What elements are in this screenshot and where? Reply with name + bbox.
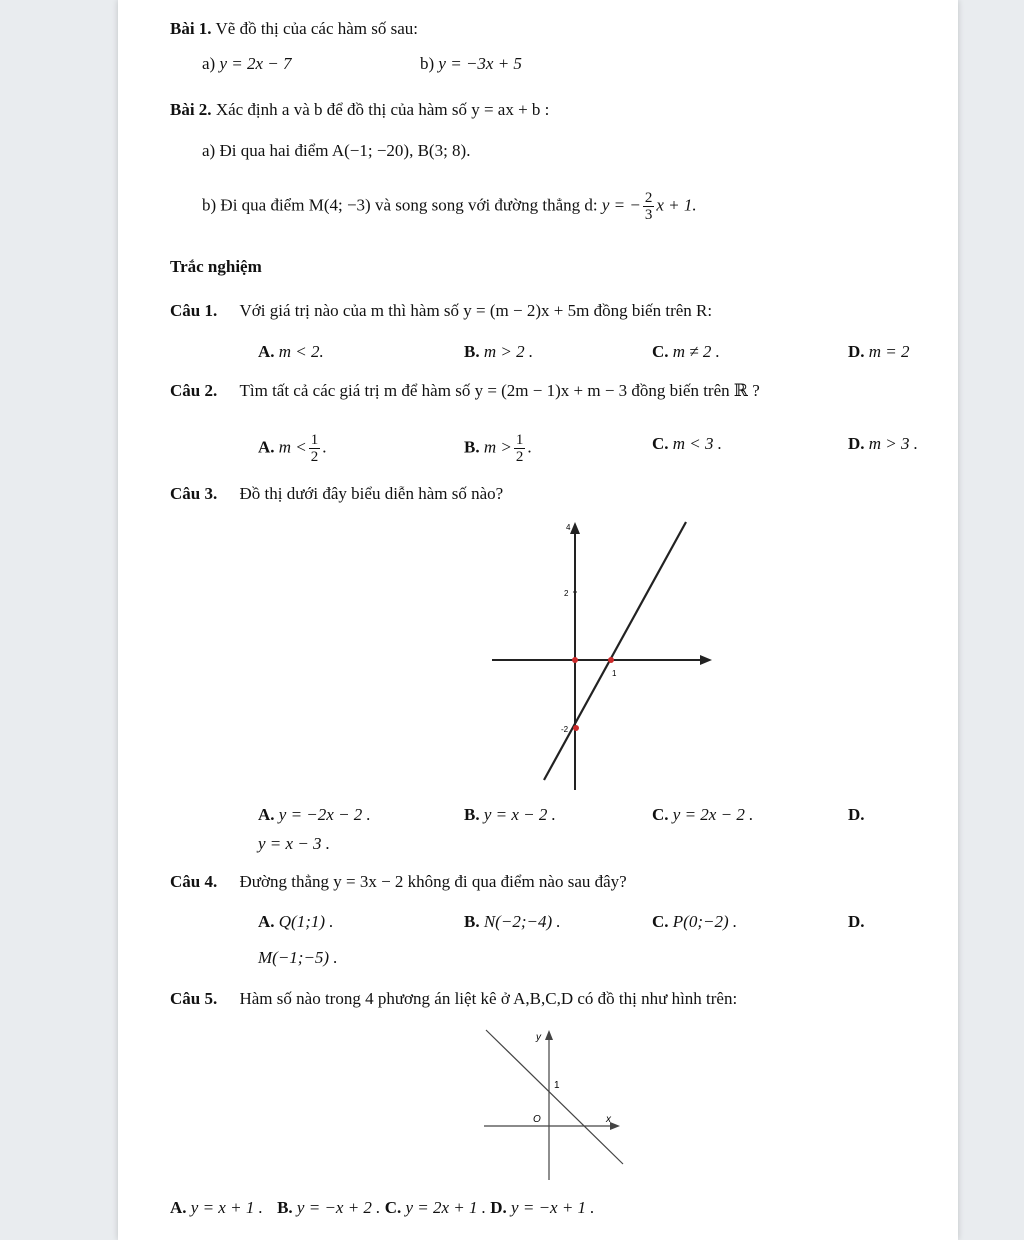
cau3-graph [480, 516, 730, 796]
option-text: P(0;−2) . [672, 912, 738, 931]
tracnghiem-heading: Trắc nghiệm [170, 257, 262, 276]
option-text: m > 2 . [483, 342, 534, 361]
cau2-text: Tìm tất cả các giá trị m để hàm số y = (2m − 1)x + m − 3 đồng biến trên ℝ ? [239, 381, 760, 400]
x-axis-arrow [700, 655, 712, 665]
cau4-question [170, 872, 627, 892]
cau3-label: Câu 3. [170, 484, 218, 503]
cau2-option-a [258, 432, 327, 465]
option-key: C. [652, 434, 669, 453]
cau2-option-d [848, 434, 918, 454]
option-post: . [322, 437, 327, 457]
y-axis-arrow [545, 1030, 553, 1040]
option-key: A. [258, 805, 275, 824]
tick-label-1: 1 [612, 669, 617, 678]
option-key: D. [848, 434, 865, 453]
option-key: C. [652, 805, 669, 824]
point-x-intercept [608, 657, 614, 663]
option-key: C. [652, 912, 669, 931]
tick-label-4: 4 [566, 523, 571, 532]
option-text-a: y = x + 1 . [190, 1198, 263, 1217]
bai2-text: Xác định a và b để đồ thị của hàm số y = ax + b : [215, 100, 550, 119]
y-axis-label: y [536, 1032, 541, 1043]
cau4-option-c [652, 912, 737, 932]
option-key: C. [652, 342, 669, 361]
option-key: A. [258, 912, 275, 931]
cau3-option-d [848, 805, 865, 825]
fraction-num: 2 [644, 190, 653, 206]
bai1-a [202, 54, 292, 74]
cau4-option-d-text: M(−1;−5) . [258, 948, 338, 967]
bai1-title: Bài 1. [170, 19, 212, 38]
worksheet-page [118, 0, 958, 1240]
cau4-label: Câu 4. [170, 872, 218, 891]
cau2-option-c [652, 434, 722, 454]
cau5-question [170, 989, 737, 1009]
option-text-d: y = −x + 1 . [511, 1198, 595, 1217]
y-intercept-label: 1 [554, 1080, 560, 1091]
y-axis-arrow [570, 522, 580, 534]
cau3-option-b [464, 805, 556, 825]
option-text: m < [278, 437, 307, 457]
option-text-c: y = 2x + 1 . [405, 1198, 487, 1217]
cau2-option-b [464, 432, 532, 465]
cau3-question [170, 484, 503, 504]
bai1-text: Vẽ đồ thị của các hàm số sau: [215, 19, 419, 38]
cau3-option-d-text: y = x − 3 . [258, 834, 331, 853]
bai1-b-label: b) [420, 54, 435, 73]
cau4-option-a [258, 912, 334, 932]
cau3-option-c [652, 805, 753, 825]
bai1-heading [170, 19, 418, 39]
cau5-options [170, 1198, 595, 1218]
option-text: y = 2x − 2 . [672, 805, 754, 824]
function-line [486, 1030, 623, 1164]
cau3-text: Đồ thị dưới đây biểu diễn hàm số nào? [239, 484, 504, 503]
cau4-option-b [464, 912, 561, 932]
bai2-b-post: x + 1. [656, 195, 697, 215]
cau1-label: Câu 1. [170, 301, 218, 320]
cau1-option-b [464, 342, 533, 362]
bai1-a-expr: y = 2x − 7 [219, 54, 292, 73]
option-key-d: D. [490, 1198, 507, 1217]
option-text: N(−2;−4) . [483, 912, 561, 931]
tick-label-neg2: -2 [561, 725, 569, 734]
option-key: D. [848, 912, 865, 931]
bai2-b-y: y = − [601, 195, 641, 215]
cau5-label: Câu 5. [170, 989, 218, 1008]
cau1-option-c [652, 342, 720, 362]
cau5-text: Hàm số nào trong 4 phương án liệt kê ở A,B,C,D có đồ thị như hình trên: [239, 989, 738, 1008]
option-key: B. [464, 805, 480, 824]
tick-label-2: 2 [564, 589, 569, 598]
cau1-option-a [258, 342, 324, 362]
option-key: B. [464, 912, 480, 931]
bai2-title: Bài 2. [170, 100, 212, 119]
option-text-b: y = −x + 2 . [296, 1198, 381, 1217]
origin-label: O [533, 1114, 541, 1125]
x-axis-label: x [606, 1114, 611, 1125]
option-key-a: A. [170, 1198, 187, 1217]
option-text: y = x − 2 . [483, 805, 556, 824]
option-key: B. [464, 342, 480, 361]
cau3-option-a [258, 805, 371, 825]
bai1-b-expr: y = −3x + 5 [438, 54, 522, 73]
option-post: . [527, 437, 532, 457]
option-text: Q(1;1) . [278, 912, 334, 931]
option-text: m ≠ 2 . [672, 342, 720, 361]
option-text: m < 3 . [672, 434, 723, 453]
bai1-a-label: a) [202, 54, 216, 73]
cau1-text: Với giá trị nào của m thì hàm số y = (m − 2)x + 5m đồng biến trên R: [239, 301, 713, 320]
option-fraction [309, 432, 321, 465]
fraction-num: 1 [515, 432, 524, 448]
point-origin [572, 657, 578, 663]
bai2-b [202, 190, 697, 223]
cau2-question [170, 381, 760, 401]
cau1-option-d [848, 342, 910, 362]
fraction-den: 2 [310, 449, 319, 465]
option-text: m = 2 [868, 342, 910, 361]
cau4-text: Đường thẳng y = 3x − 2 không đi qua điểm nào sau đây? [239, 872, 627, 891]
cau4-option-d [848, 912, 865, 932]
function-line [544, 522, 686, 780]
option-key: A. [258, 437, 275, 457]
point-y-intercept [573, 725, 579, 731]
x-axis-arrow [610, 1122, 620, 1130]
bai2-b-pre: b) Đi qua điểm M(4; −3) và song song với đường thẳng d: [202, 195, 598, 215]
option-key: D. [848, 342, 865, 361]
option-text: m < 2. [278, 342, 324, 361]
cau5-graph [480, 1022, 630, 1184]
bai2-heading [170, 100, 549, 120]
cau1-question [170, 301, 712, 321]
bai2-a: a) Đi qua hai điểm A(−1; −20), B(3; 8). [202, 141, 471, 160]
fraction-den: 3 [644, 207, 653, 223]
bai2-b-fraction [643, 190, 655, 223]
option-key: B. [464, 437, 480, 457]
option-key: A. [258, 342, 275, 361]
option-text: y = −2x − 2 . [278, 805, 371, 824]
option-fraction [514, 432, 526, 465]
fraction-num: 1 [310, 432, 319, 448]
fraction-den: 2 [515, 449, 524, 465]
option-text: m > 3 . [868, 434, 919, 453]
option-text: m > [483, 437, 512, 457]
option-key: D. [848, 805, 865, 824]
option-key-c: C. [384, 1198, 402, 1217]
bai1-b [420, 54, 522, 74]
option-key-b: B. [277, 1198, 293, 1217]
cau2-label: Câu 2. [170, 381, 218, 400]
